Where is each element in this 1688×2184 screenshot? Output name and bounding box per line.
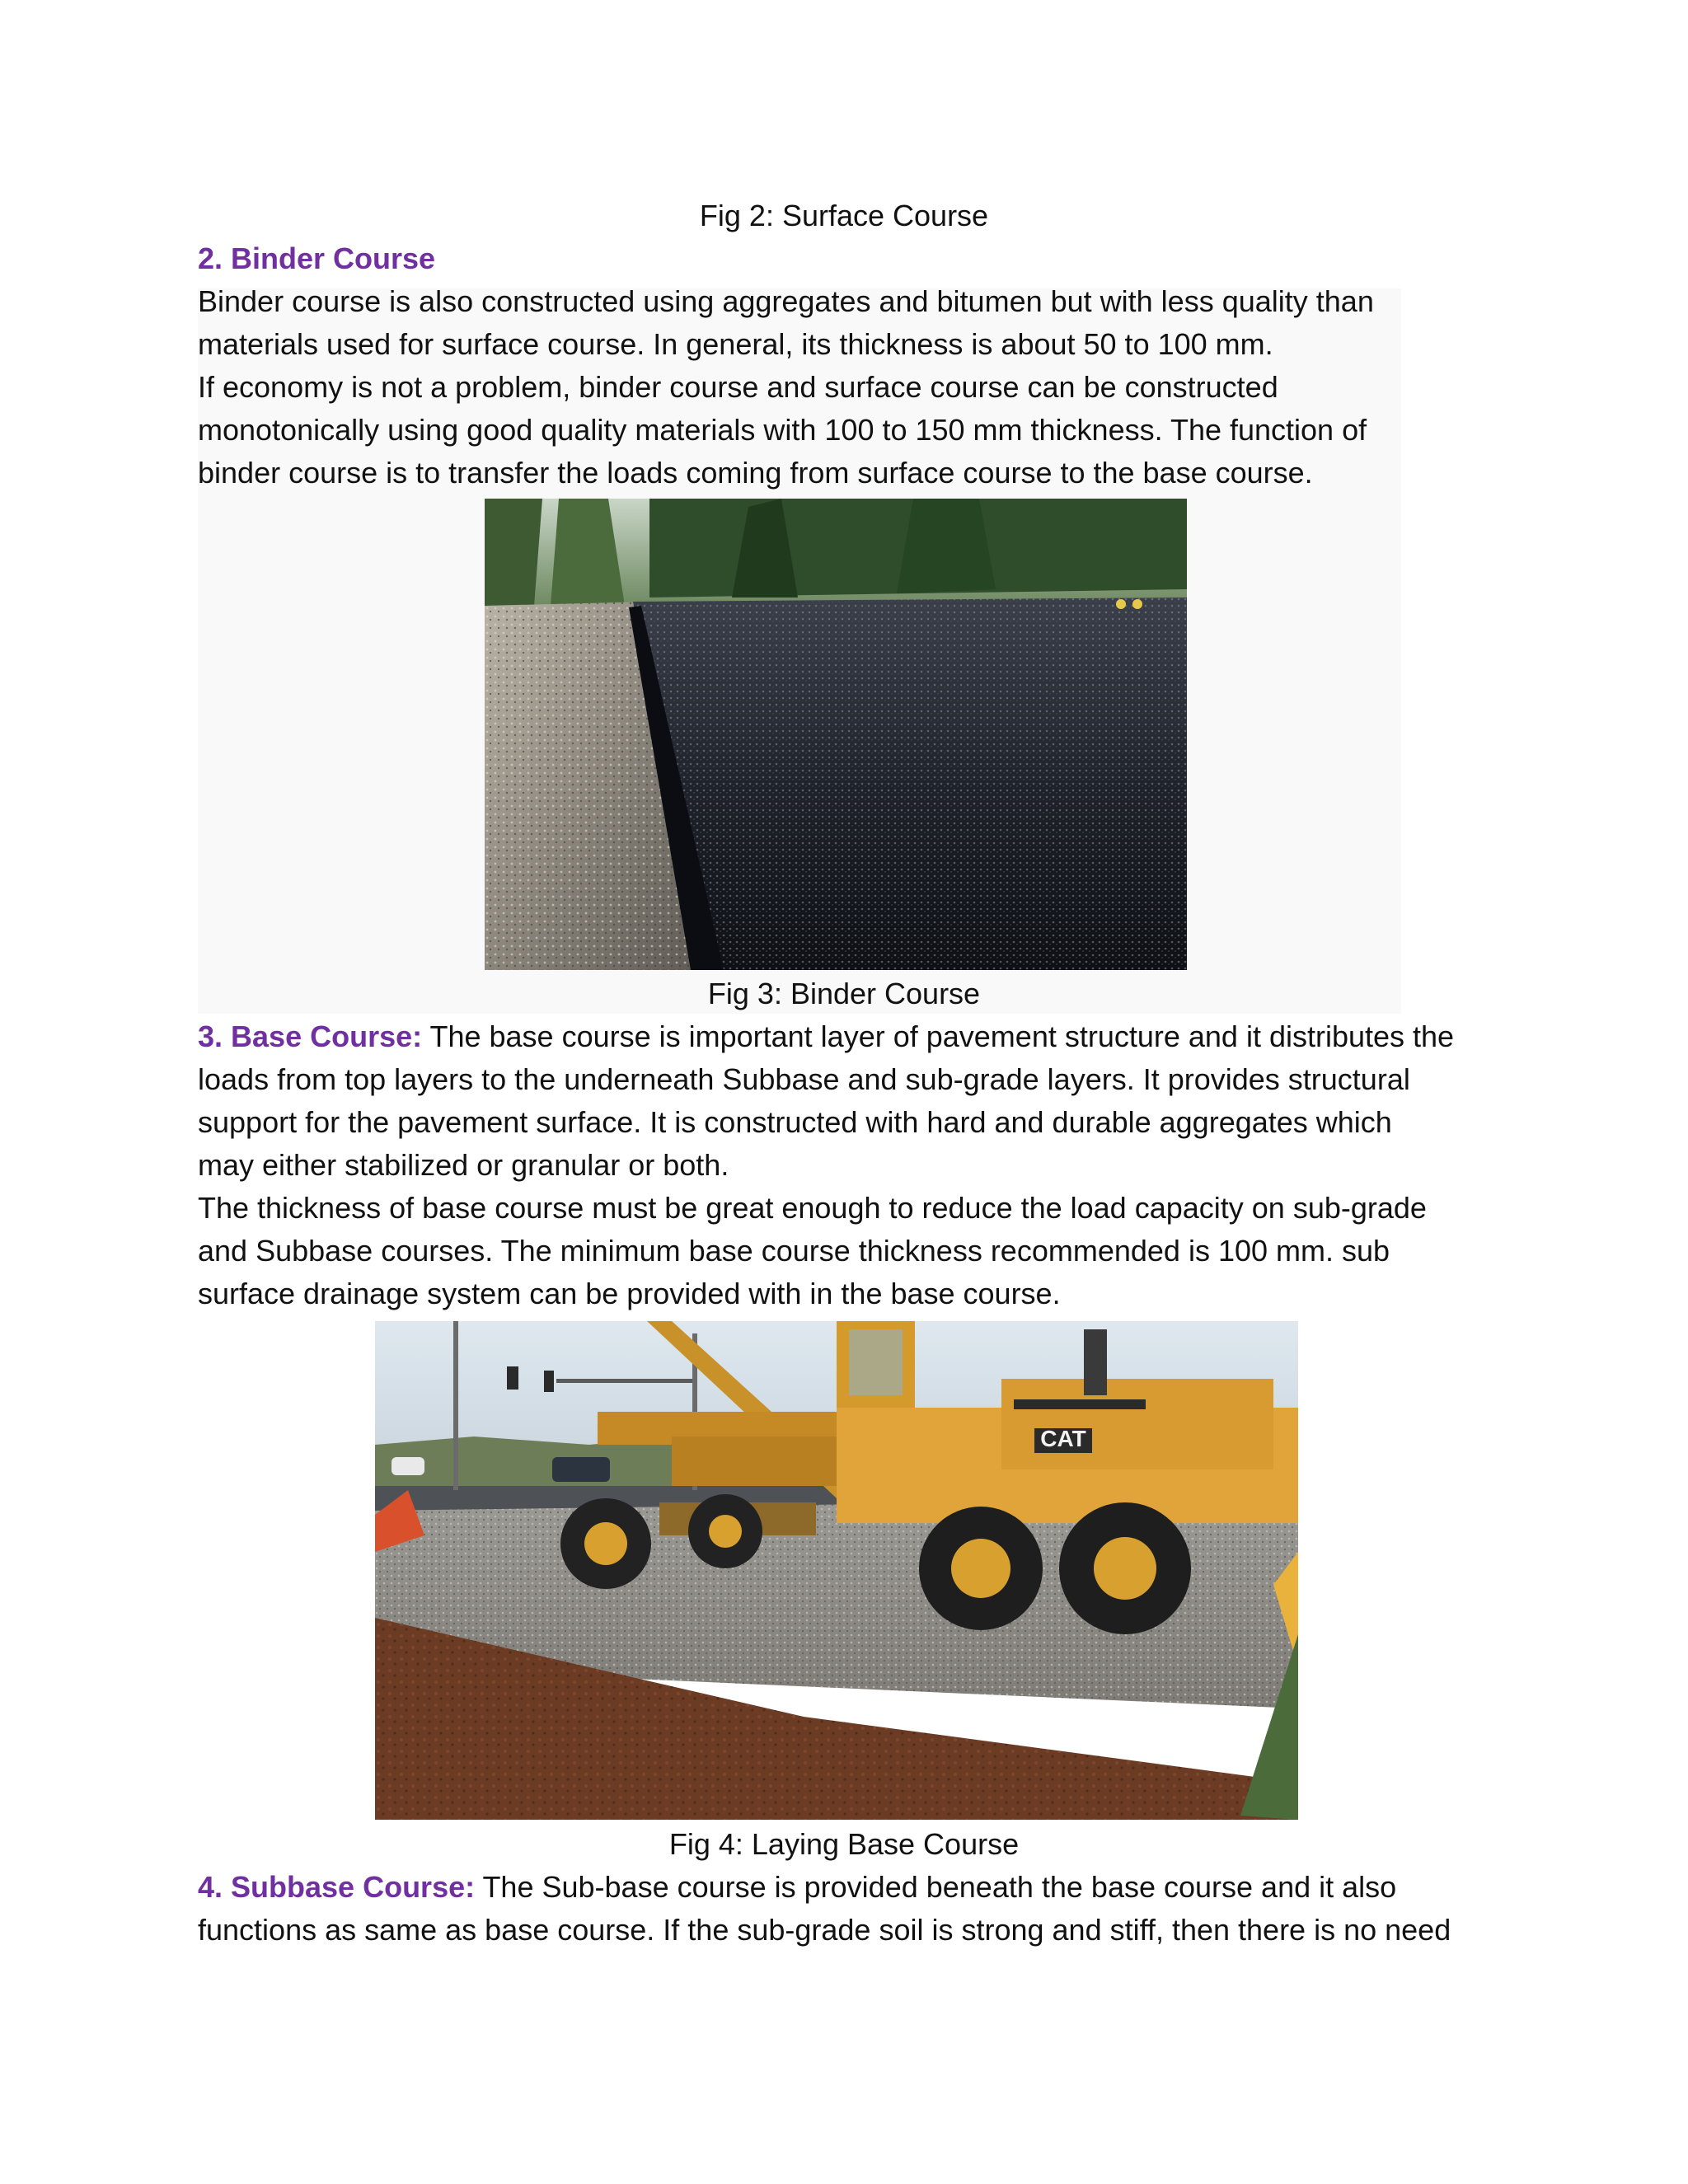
subbase-line-2: functions as same as base course. If the sub-grade soil is strong and stiff, then there is no need bbox=[198, 1913, 1451, 1947]
subbase-line-first bbox=[198, 1866, 1396, 1909]
base-line-2: loads from top layers to the underneath Subbase and sub-grade layers. It provides structural bbox=[198, 1062, 1410, 1096]
base-first-line-text: The base course is important layer of pavement structure and it distributes the bbox=[422, 1019, 1455, 1053]
binder-line-2: materials used for surface course. In general, its thickness is about 50 to 100 mm. bbox=[198, 327, 1273, 361]
base-course-grader-photo bbox=[375, 1321, 1298, 1820]
fig4-caption: Fig 4: Laying Base Course bbox=[668, 1827, 1020, 1861]
binder-line-3: If economy is not a problem, binder course and surface course can be constructed bbox=[198, 370, 1278, 404]
fig2-caption: Fig 2: Surface Course bbox=[699, 199, 989, 232]
binder-line-1: Binder course is also constructed using aggregates and bitumen but with less quality than bbox=[198, 284, 1374, 318]
cat-logo-text: CAT bbox=[1040, 1426, 1086, 1451]
subbase-heading: 4. Subbase Course: bbox=[198, 1870, 476, 1904]
base-line-3: support for the pavement surface. It is constructed with hard and durable aggregates which bbox=[198, 1105, 1392, 1139]
binder-course-photo bbox=[485, 499, 1187, 970]
base-line-5: The thickness of base course must be great enough to reduce the load capacity on sub-grade bbox=[198, 1191, 1427, 1225]
binder-heading: 2. Binder Course bbox=[198, 241, 436, 275]
fig3-caption: Fig 3: Binder Course bbox=[707, 977, 981, 1010]
base-line-4: may either stabilized or granular or both. bbox=[198, 1148, 729, 1182]
base-heading: 3. Base Course: bbox=[198, 1019, 423, 1053]
binder-line-4: monotonically using good quality materials with 100 to 150 mm thickness. The function of bbox=[198, 413, 1367, 447]
subbase-first-line-text: The Sub-base course is provided beneath the base course and it also bbox=[475, 1870, 1397, 1904]
binder-line-5: binder course is to transfer the loads coming from surface course to the base course. bbox=[198, 456, 1313, 490]
base-line-7: surface drainage system can be provided with in the base course. bbox=[198, 1277, 1061, 1310]
base-line-6: and Subbase courses. The minimum base course thickness recommended is 100 mm. sub bbox=[198, 1234, 1390, 1268]
base-line-first bbox=[198, 1015, 1454, 1058]
